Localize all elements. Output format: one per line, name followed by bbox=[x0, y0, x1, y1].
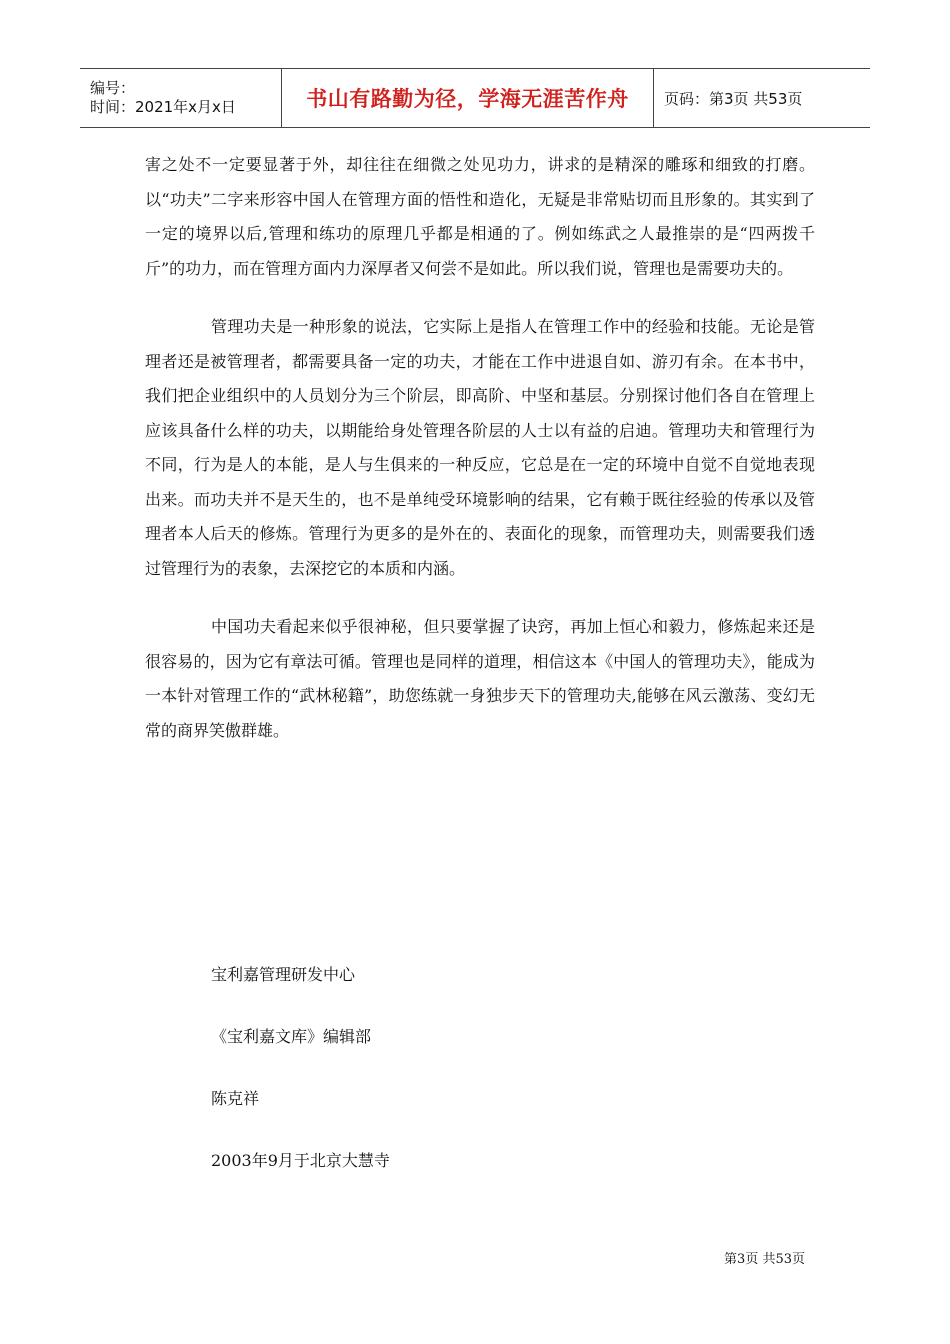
paragraph-3: 中国功夫看起来似乎很神秘，但只要掌握了诀窍，再加上恒心和毅力，修炼起来还是很容易的，因为它有章法可循。管理也是同样的道理，相信这本《中国人的管理功夫》，能成为一本针对管理工作的“武林秘籍”，助您练就一身独步天下的管理功夫,能够在风云激荡、变幻无常的商界笑傲群雄。 bbox=[145, 617, 815, 740]
page-footer-number: 第3页 共53页 bbox=[724, 1252, 805, 1267]
doc-number-label: 编号： bbox=[90, 79, 136, 97]
paragraph-2: 管理功夫是一种形象的说法，它实际上是指人在管理工作中的经验和技能。无论是管理者还是被管理者，都需要具备一定的功夫，才能在工作中进退自如、游刃有余。在本书中，我们把企业组织中的人员划分为三个阶层，即高阶、中坚和基层。分别探讨他们各自在管理上应该具备什么样的功夫，以期能给身处管理各阶层的人士以有益的启迪。管理功夫和管理行为不同，行为是人的本能，是人与生俱来的一种反应，它总是在一定的环境中自觉不自觉地表现出来。而功夫并不是天生的，也不是单纯受环境影响的结果，它有赖于既往经验的传承以及管理者本人后天的修炼。管理行为更多的是外在的、表面化的现象，而管理功夫，则需要我们透过管理行为的表象，去深挖它的本质和内涵。 bbox=[145, 317, 815, 578]
page-header bbox=[80, 68, 870, 128]
header-page-info: 页码：第3页 共53页 bbox=[664, 89, 803, 108]
header-motto: 书山有路勤为径，学海无涯苦作舟 bbox=[282, 69, 654, 127]
header-meta bbox=[80, 69, 282, 127]
signature-organization: 宝利嘉管理研发中心 bbox=[211, 965, 356, 984]
date-label: 时间：2021年x月x日 bbox=[90, 98, 236, 116]
body-text bbox=[145, 148, 815, 772]
signature-author: 陈克祥 bbox=[211, 1089, 260, 1108]
paragraph-1: 害之处不一定要显著于外，却往往在细微之处见功力，讲求的是精深的雕琢和细致的打磨。以“功夫”二字来形容中国人在管理方面的悟性和造化，无疑是非常贴切而且形象的。其实到了一定的境界以后,管理和练功的原理几乎都是相通的了。例如练武之人最推崇的是“四两拨千斤”的功力，而在管理方面内力深厚者又何尝不是如此。所以我们说，管理也是需要功夫的。 bbox=[145, 155, 815, 278]
signature-date: 2003年9月于北京大慧寺 bbox=[211, 1151, 390, 1170]
signature-department: 《宝利嘉文库》编辑部 bbox=[211, 1027, 372, 1046]
